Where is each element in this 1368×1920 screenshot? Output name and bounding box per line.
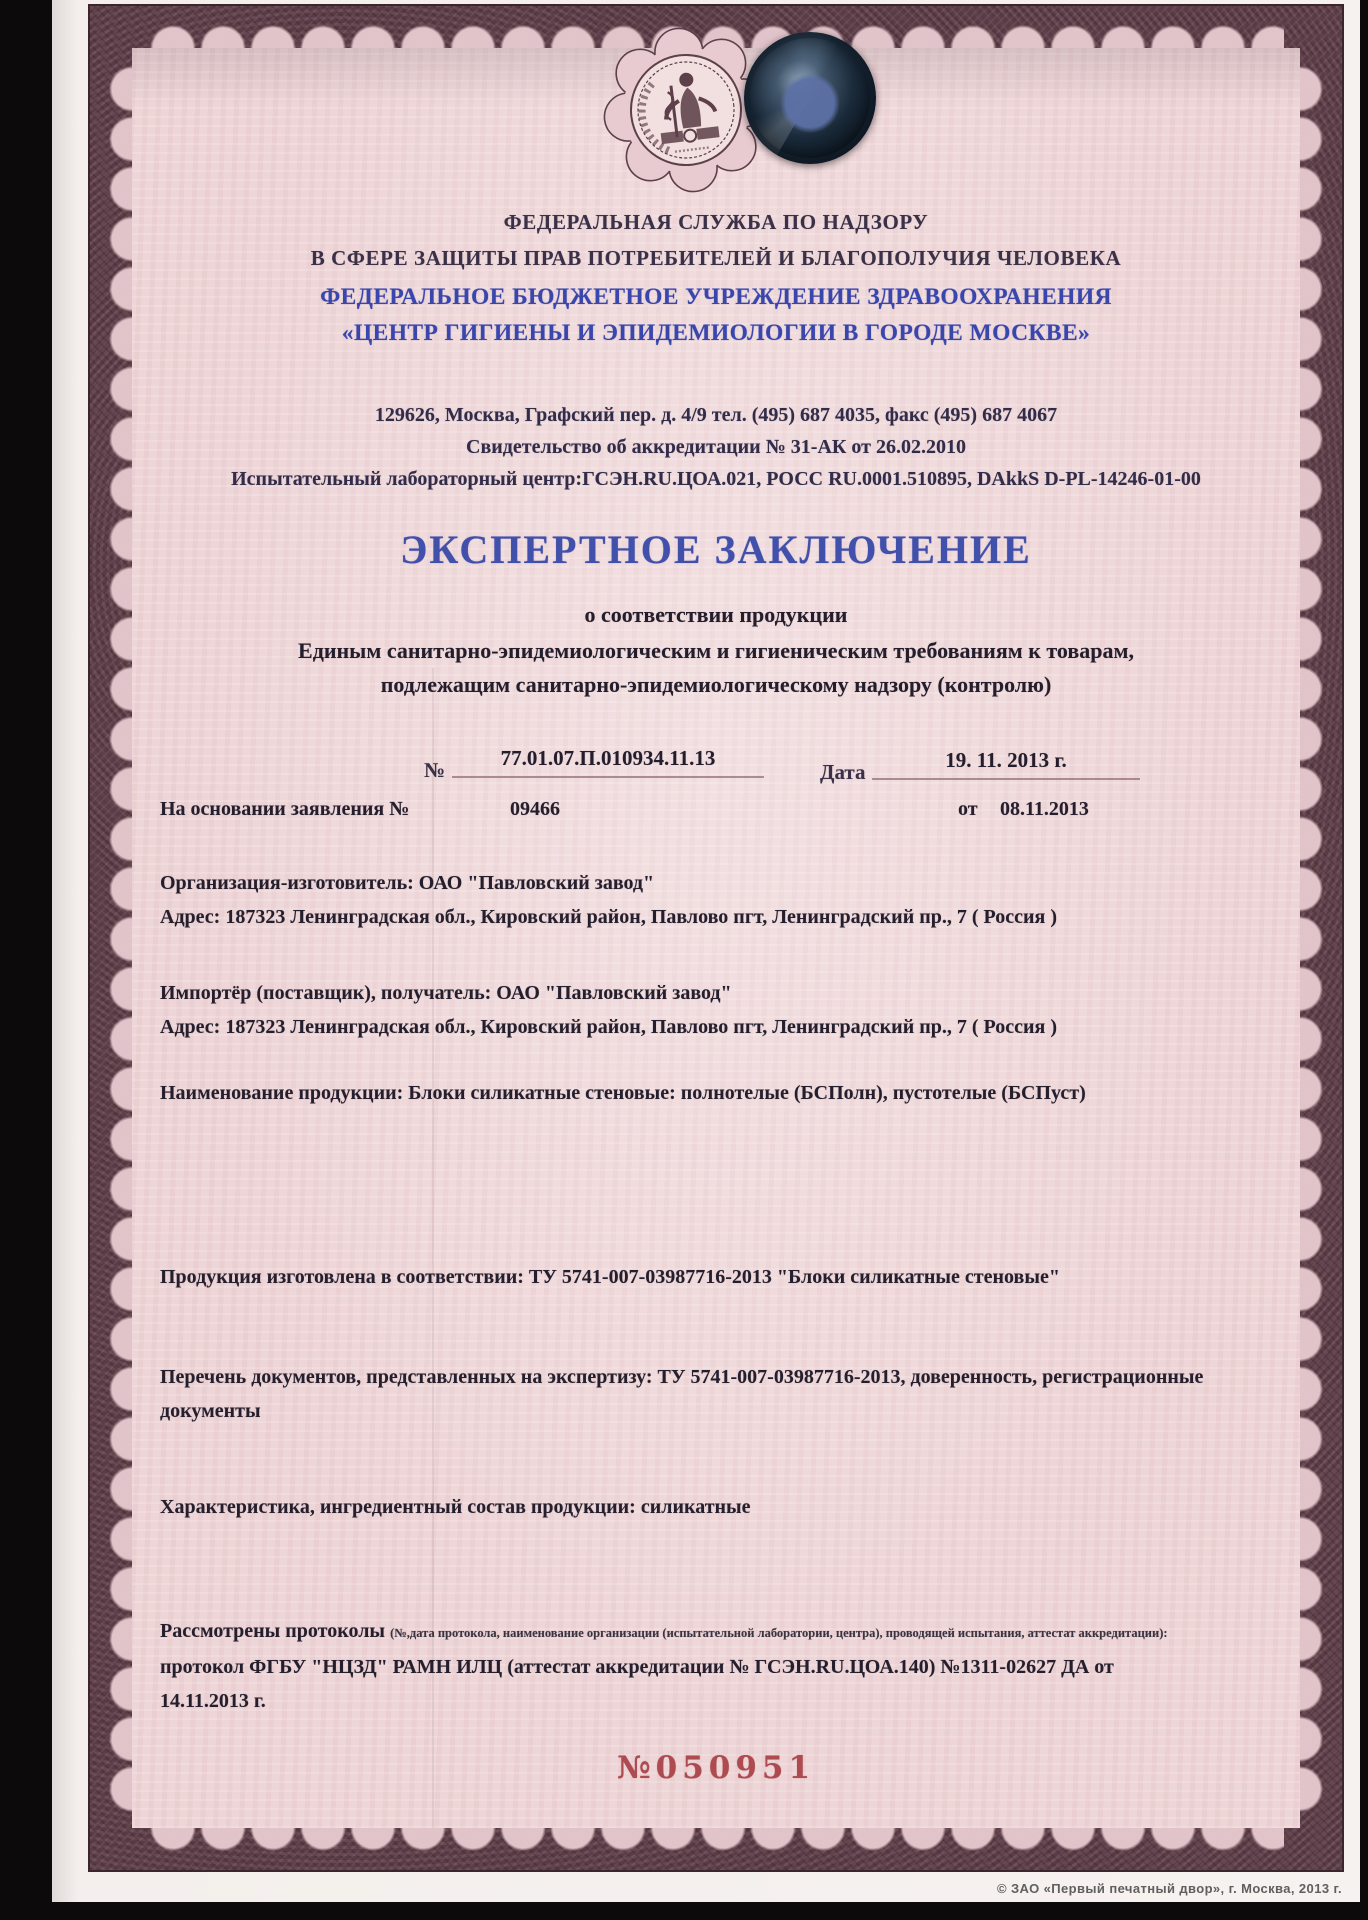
certificate-body: [132, 48, 1300, 1828]
product-name-line: Наименование продукции: Блоки силикатные стеновые: полнотелые (БСПолн), пустотелые (БСПуст): [160, 1082, 1086, 1104]
border-scallops-right: [1300, 64, 1326, 1812]
institution-name-line1: ФЕДЕРАЛЬНОЕ БЮДЖЕТНОЕ УЧРЕЖДЕНИЕ ЗДРАВООХРАНЕНИЯ: [320, 284, 1112, 310]
guilloche-border: [88, 4, 1344, 1872]
border-scallops-left: [106, 64, 132, 1812]
conformity-line: Продукция изготовлена в соответствии: ТУ 5741-007-03987716-2013 "Блоки силикатные стеновые": [160, 1266, 1060, 1288]
date-value: 19. 11. 2013 г.: [945, 748, 1067, 772]
application-value: 09466: [510, 798, 560, 820]
importer-line: Импортёр (поставщик), получатель: ОАО "Павловский завод": [160, 982, 732, 1004]
number-label: №: [424, 758, 446, 782]
paper-sheet: [52, 0, 1360, 1902]
application-row: [132, 792, 1300, 832]
date-field: [872, 748, 1140, 780]
printer-copyright: © ЗАО «Первый печатный двор», г. Москва, 2013 г.: [997, 1881, 1342, 1896]
characteristics-line: Характеристика, ингредиентный состав продукции: силикатные: [160, 1496, 751, 1518]
border-scallops-bottom: [148, 1828, 1284, 1854]
importer-address: Адрес: 187323 Ленинградская обл., Кировский район, Павлово пгт, Ленинградский пр., 7 ( Россия ): [160, 1016, 1058, 1038]
lab-center-line: Испытательный лабораторный центр:ГСЭН.RU.ЦОА.021, РОСС RU.0001.510895, DAkkS D-PL-14246-01-00: [231, 468, 1201, 490]
institution-name-line2: «ЦЕНТР ГИГИЕНЫ И ЭПИДЕМИОЛОГИИ В ГОРОДЕ МОСКВЕ»: [341, 320, 1091, 346]
authority-name-line2: В СФЕРЕ ЗАЩИТЫ ПРАВ ПОТРЕБИТЕЛЕЙ И БЛАГОПОЛУЧИЯ ЧЕЛОВЕКА: [310, 246, 1122, 270]
from-value: 08.11.2013: [1000, 798, 1089, 820]
documents-list-line: Перечень документов, представленных на экспертизу: ТУ 5741-007-03987716-2013, доверенность, регистрационные документы: [160, 1366, 1204, 1422]
protocols-block: [160, 1614, 1278, 1718]
date-label: Дата: [820, 760, 866, 784]
requirements-line2: подлежащим санитарно-эпидемиологическому надзору (контролю): [380, 672, 1052, 697]
number-date-row: [132, 742, 1300, 794]
serial-number: №050951: [616, 1750, 816, 1786]
protocols-line2: протокол ФГБУ "НЦЗД" РАМН ИЛЦ (аттестат аккредитации № ГСЭН.RU.ЦОА.140) №1311-02627 ДА от: [160, 1656, 1114, 1678]
document-title: ЭКСПЕРТНОЕ ЗАКЛЮЧЕНИЕ: [400, 527, 1032, 572]
application-label: На основании заявления №: [160, 798, 410, 820]
from-label: от: [958, 798, 978, 820]
protocols-line3: 14.11.2013 г.: [160, 1690, 266, 1712]
manufacturer-address: Адрес: 187323 Ленинградская обл., Кировский район, Павлово пгт, Ленинградский пр., 7 ( Россия ): [160, 906, 1058, 928]
number-value: 77.01.07.П.010934.11.13: [500, 746, 716, 770]
requirements-line1: Единым санитарно-эпидемиологическим и гигиеническим требованиям к товарам,: [298, 638, 1134, 663]
protocols-small-note: (№,дата протокола, наименование организации (испытательной лаборатории, центра), проводящей испытания, аттестат аккредитации):: [390, 1626, 1168, 1640]
accreditation-line: Свидетельство об аккредитации № 31-АК от 26.02.2010: [466, 436, 966, 458]
manufacturer-line: Организация-изготовитель: ОАО "Павловский завод": [160, 872, 655, 894]
contact-line: 129626, Москва, Графский пер. д. 4/9 тел. (495) 687 4035, факс (495) 687 4067: [374, 404, 1058, 426]
subtitle-product-conformity: о соответствии продукции: [584, 602, 848, 627]
authority-name-line1: ФЕДЕРАЛЬНАЯ СЛУЖБА ПО НАДЗОРУ: [503, 210, 929, 234]
number-field: [452, 746, 764, 778]
protocols-intro: Рассмотрены протоколы: [160, 1620, 391, 1642]
hologram-sticker-icon: [744, 32, 876, 164]
